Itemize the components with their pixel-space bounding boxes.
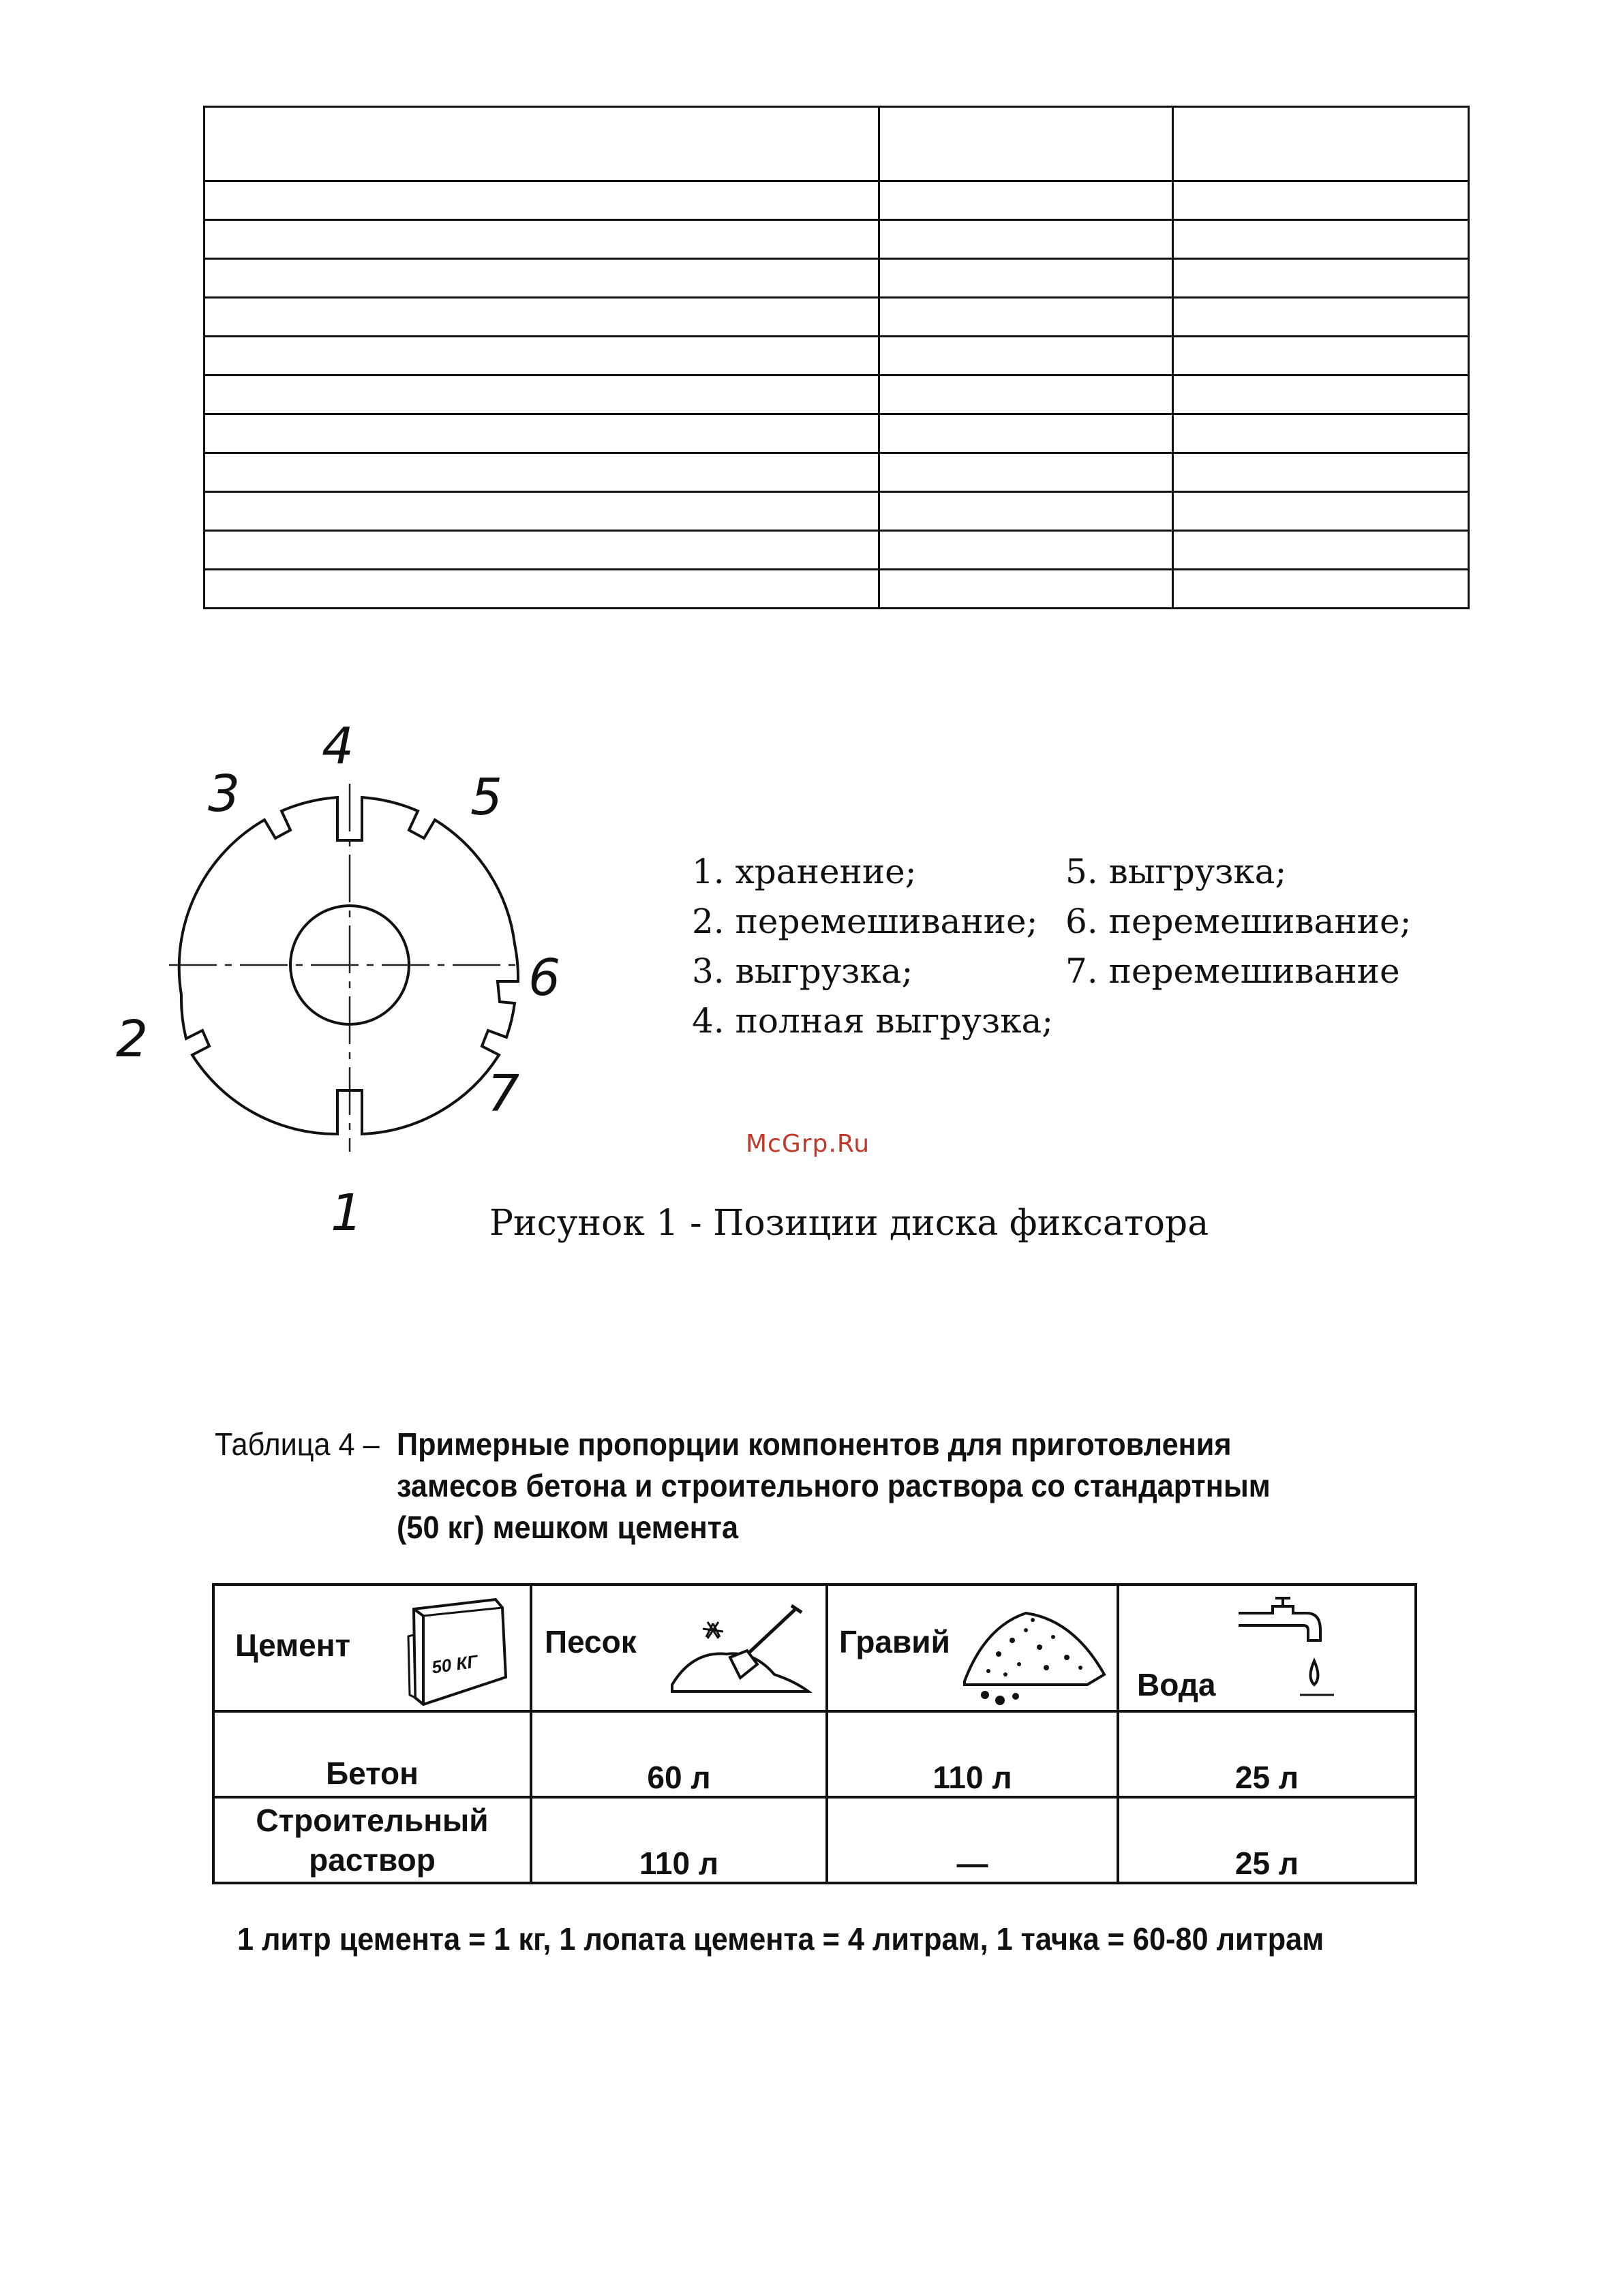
cell-mortar-sand: 110 л [531, 1797, 827, 1883]
legend-item-1: 1. хранение; [692, 852, 917, 891]
water-tap-icon [1232, 1593, 1341, 1705]
table-caption-line-1: Примерные пропорции компонентов для приготовления [397, 1426, 1232, 1462]
row-label-mortar-line-1: Строительный [256, 1803, 489, 1838]
row-label-concrete: Бетон [213, 1711, 531, 1797]
blank-table-row [204, 453, 1469, 492]
table-caption-line-3: (50 кг) мешком цемента [397, 1510, 739, 1545]
cement-bag-icon [393, 1595, 523, 1708]
row-label-mortar-line-2: раствор [309, 1842, 436, 1878]
header-sand [531, 1585, 827, 1711]
blank-cell [204, 107, 879, 181]
header-cement [213, 1585, 531, 1711]
figure-caption: Рисунок 1 - Позиции диска фиксатора [489, 1203, 1209, 1244]
legend-item-5: 5. выгрузка; [1065, 852, 1287, 891]
legend-item-3: 3. выгрузка; [692, 951, 913, 991]
blank-table-row [204, 414, 1469, 453]
legend-item-4: 4. полная выгрузка; [692, 1001, 1054, 1041]
blank-table-row [204, 337, 1469, 376]
blank-table-row [204, 531, 1469, 570]
mix-proportions-table [212, 1583, 1417, 1884]
legend-item-2: 2. перемешивание; [692, 902, 1038, 941]
cell-mortar-gravel: — [827, 1797, 1118, 1883]
table-caption-prefix: Таблица 4 – [215, 1426, 380, 1462]
blank-table-row [204, 570, 1469, 609]
blank-table-row [204, 220, 1469, 259]
header-water-label: Вода [1137, 1667, 1216, 1702]
retainer-disk-diagram [109, 722, 586, 1240]
blank-table [203, 106, 1470, 609]
cell-concrete-gravel: 110 л [827, 1711, 1118, 1797]
blank-cell [879, 107, 1173, 181]
position-label-3: 3 [208, 765, 241, 823]
legend-item-7: 7. перемешивание [1065, 951, 1400, 991]
blank-table-row [204, 181, 1469, 220]
table-header-row [213, 1585, 1416, 1711]
blank-table-row [204, 492, 1469, 531]
blank-table-header-row [204, 107, 1469, 181]
position-label-4: 4 [322, 722, 354, 776]
cell-concrete-water: 25 л [1118, 1711, 1416, 1797]
row-label-mortar [213, 1797, 531, 1883]
cell-mortar-water: 25 л [1118, 1797, 1416, 1883]
header-gravel [827, 1585, 1118, 1711]
legend-item-6: 6. перемешивание; [1065, 902, 1412, 941]
table-footnote: 1 литр цемента = 1 кг, 1 лопата цемента = 4 литрам, 1 тачка = 60-80 литрам [237, 1921, 1324, 1957]
gravel-pile-icon [958, 1599, 1111, 1709]
blank-cell [1173, 107, 1469, 181]
position-label-1: 1 [331, 1184, 363, 1240]
table-row [213, 1797, 1416, 1883]
watermark: McGrp.Ru [746, 1130, 870, 1158]
position-label-2: 2 [116, 1010, 149, 1069]
sand-shovel-icon [665, 1596, 819, 1705]
header-gravel-label: Гравий [839, 1624, 950, 1659]
cement-bag-label: 50 КГ [430, 1651, 479, 1678]
table-row [213, 1711, 1416, 1797]
header-water [1118, 1585, 1416, 1711]
position-label-7: 7 [487, 1065, 520, 1123]
blank-table-row [204, 298, 1469, 337]
position-label-5: 5 [470, 768, 503, 827]
header-sand-label: Песок [545, 1624, 637, 1659]
header-cement-label: Цемент [235, 1627, 351, 1663]
cell-concrete-sand: 60 л [531, 1711, 827, 1797]
blank-table-row [204, 259, 1469, 298]
position-label-6: 6 [528, 949, 561, 1007]
table-caption-line-2: замесов бетона и строительного раствора со стандартным [397, 1468, 1271, 1503]
blank-table-row [204, 376, 1469, 414]
